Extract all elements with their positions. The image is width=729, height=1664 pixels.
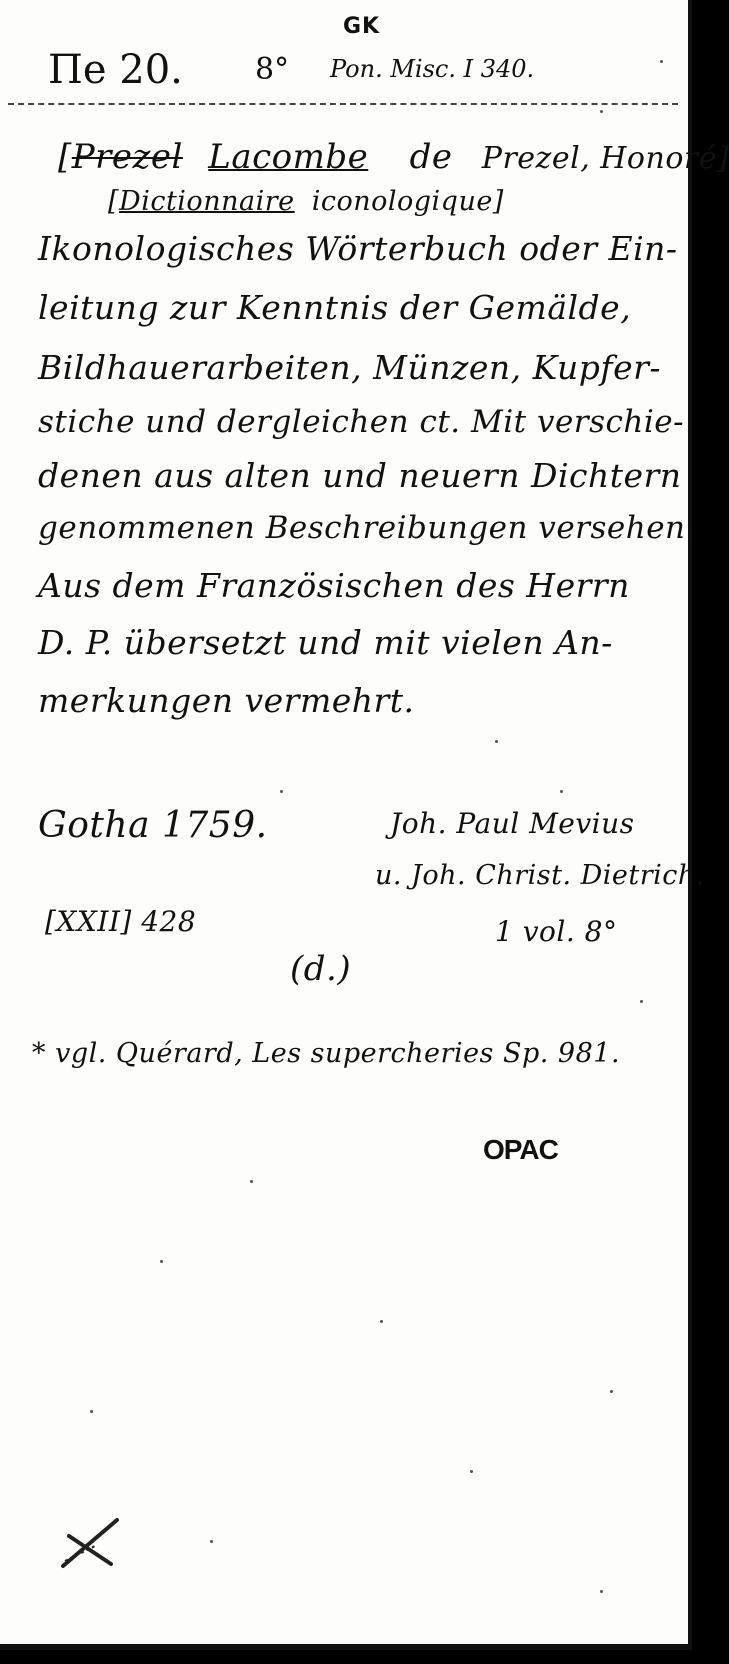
- speck: [160, 1260, 163, 1263]
- speck: [600, 110, 603, 113]
- publisher-line-2: u. Joh. Christ. Dietrich.: [375, 860, 705, 891]
- orig-title-rest: iconologique]: [311, 186, 504, 217]
- publisher-line-1: Joh. Paul Mevius: [390, 807, 635, 840]
- speck: [610, 1390, 613, 1393]
- marker: (d.): [290, 949, 352, 989]
- struck-name: Prezel: [71, 137, 183, 177]
- speck: [495, 740, 498, 743]
- author-name: Lacombe: [208, 137, 369, 177]
- speck: [90, 1410, 93, 1413]
- format-size: 8°: [255, 52, 290, 87]
- speck: [660, 60, 663, 63]
- author-particle: de: [409, 137, 453, 177]
- pagination: [XXII] 428: [45, 905, 197, 938]
- body-line: merkungen vermehrt.: [38, 681, 415, 720]
- footnote: * vgl. Quérard, Les supercheries Sp. 981.: [32, 1038, 621, 1069]
- author-heading: [58, 137, 729, 177]
- speck: [640, 1000, 643, 1003]
- speck: [250, 1180, 253, 1183]
- place-year: Gotha 1759.: [38, 805, 268, 846]
- original-title: [108, 188, 504, 215]
- body-line: Ikonologisches Wörterbuch oder Ein-: [38, 229, 678, 268]
- body-line: leitung zur Kenntnis der Gemälde,: [38, 288, 632, 327]
- speck: [380, 1320, 383, 1323]
- speck: [470, 1470, 473, 1473]
- speck: [210, 1540, 213, 1543]
- speck: [560, 790, 563, 793]
- body-line: D. P. übersetzt und mit vielen An-: [38, 623, 613, 662]
- shelfmark: Πe 20.: [48, 47, 183, 93]
- orig-bracket: [: [108, 186, 120, 217]
- body-line: Aus dem Französischen des Herrn: [38, 566, 630, 605]
- header-rule: [8, 103, 678, 105]
- speck: [280, 790, 283, 793]
- bracket-open: [: [58, 137, 72, 177]
- cross-mark-icon: [55, 1506, 125, 1576]
- body-line: denen aus alten und neuern Dichtern: [38, 456, 682, 495]
- body-line: Bildhauerarbeiten, Münzen, Kupfer-: [38, 348, 662, 387]
- header-stamp: GK: [343, 14, 381, 39]
- opac-stamp: OPAC: [483, 1134, 558, 1165]
- author-rest: Prezel, Honoré]: [481, 141, 729, 176]
- speck: [600, 1590, 603, 1593]
- volume-count: 1 vol. 8°: [495, 915, 618, 948]
- body-line: genommenen Beschreibungen versehen.: [38, 510, 696, 546]
- body-line: stiche und dergleichen ct. Mit verschie-: [38, 404, 685, 440]
- location-note: Pon. Misc. I 340.: [330, 55, 535, 83]
- orig-title-main: Dictionnaire: [119, 186, 295, 217]
